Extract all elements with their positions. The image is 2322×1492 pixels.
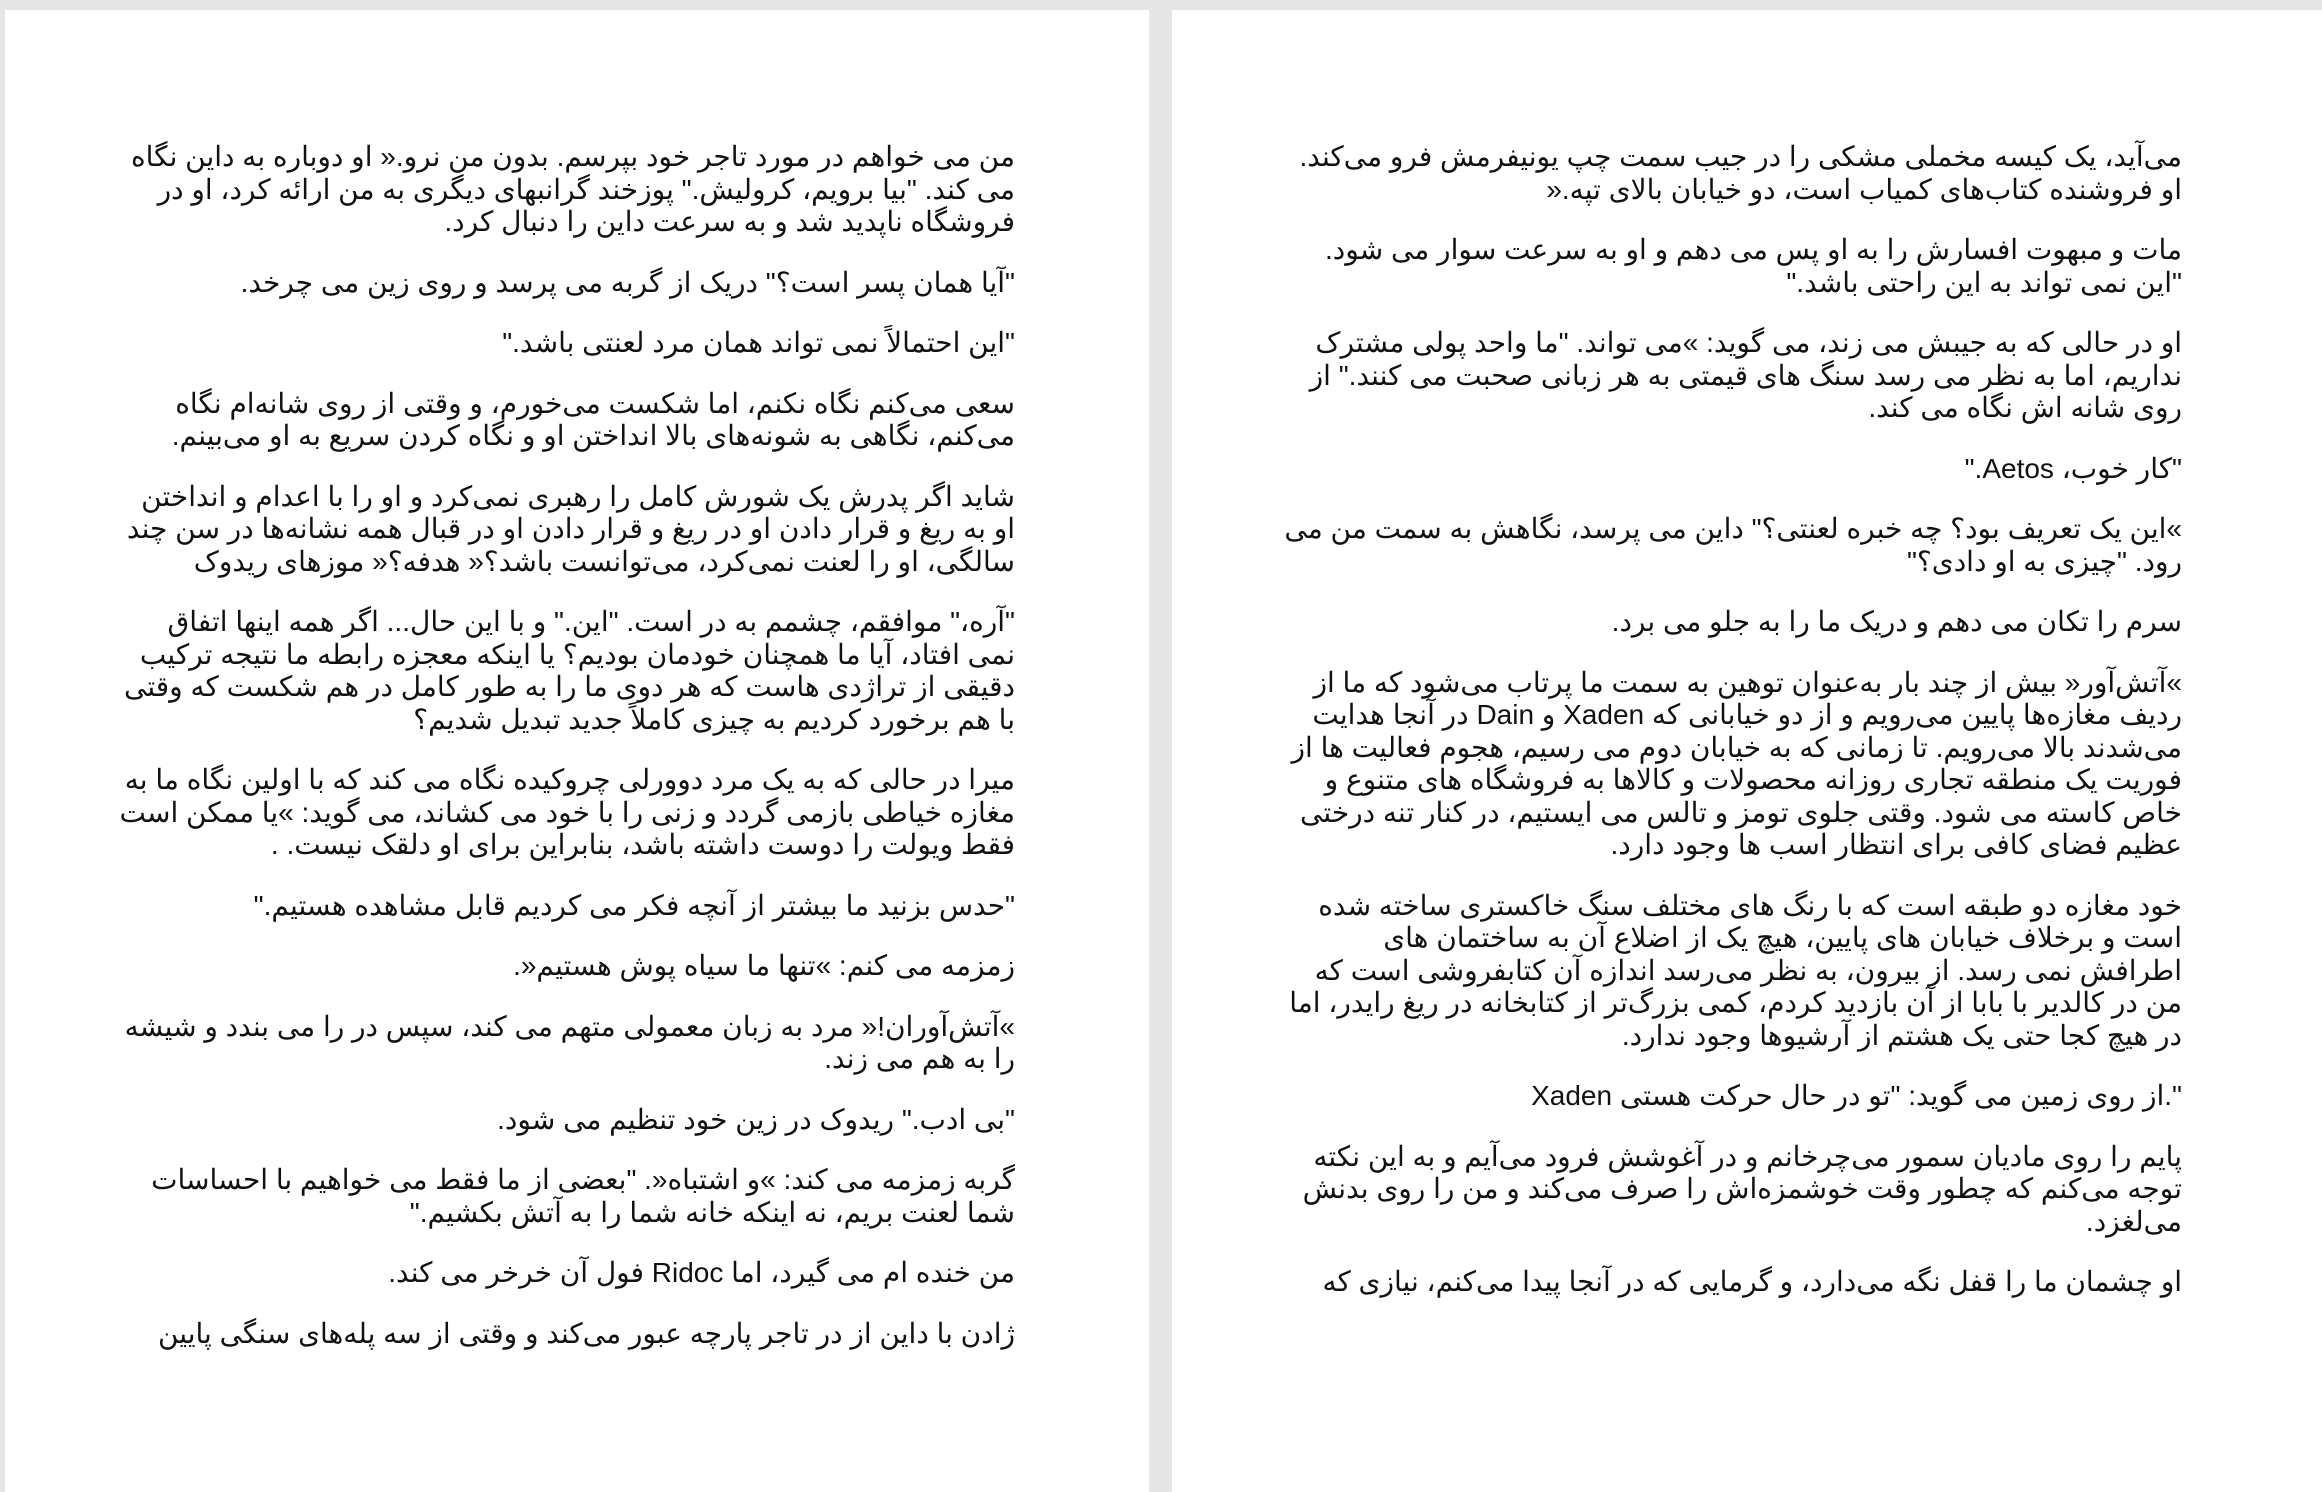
paragraph: مات و مبهوت افسارش را به او پس می دهم و او به سرعت سوار می شود. "این نمی تواند به این راحتی باشد." [1324, 234, 2182, 298]
paragraph: میرا در حالی که به یک مرد دوورلی چروکیده نگاه می کند که با اولین نگاه ما به مغازه خیاطی بازمی گردد و زنی را با خود می کشاند، می گوید: »یا ممکن است فقط ویولت را دوست داشته باشد، بنابراین برای او دلقک نیست. . [119, 764, 1015, 860]
paragraph: شاید اگر پدرش یک شورش کامل را رهبری نمی‌کرد و او را با اعدام و انداختن او به ریغ و قرار دادن او در ریغ و قرار دادن او در قبال همه نشانه‌ها در سن چند سالگی، او را لعنت نمی‌کرد، می‌توانست باشد؟« هدفه؟« موزهای ریدوک [126, 480, 1015, 577]
paragraph: خود مغازه دو طبقه است که با رنگ های مختلف سنگ خاکستری ساخته شده است و برخلاف خیابان های پایین، هیچ یک از اضلاع آن به ساختمان های اطرافش نمی رسد. از بیرون، به نظر می‌رسد اندازه آن کتابفروشی است که من در کالدیر با بابا از آن بازدید کردم، کمی بزرگ‌تر از کتابخانه در ریغ رایدر، اما در هیچ کجا حتی یک هشتم از آرشیوها وجود ندارد. [1289, 889, 2182, 1051]
paragraph: ژادن با داین از در تاجر پارچه عبور می‌کند و وقتی از سه پله‌های سنگی پایین [157, 1317, 1015, 1349]
paragraph: "کار خوب، Aetos." [1964, 452, 2182, 484]
paragraph: زمزمه می کنم: »تنها ما سیاه پوش هستیم«. [513, 950, 1015, 981]
paragraph: گربه زمزمه می کند: »و اشتباه«. "بعضی از ما فقط می خواهیم با احساسات شما لعنت بریم، نه اینکه خانه شما را به آتش بکشیم." [151, 1164, 1015, 1228]
right-page-text [1282, 141, 2182, 1327]
paragraph: "بی ادب." ریدوک در زین خود تنظیم می شود. [497, 1103, 1015, 1135]
paragraph: می‌آید، یک کیسه مخملی مشکی را در جیب سمت چپ یونیفرمش فرو می‌کند. او فروشنده کتاب‌های کمیاب است، دو خیابان بالای تپه.« [1299, 141, 2182, 205]
left-page [5, 10, 1149, 1492]
paragraph: Xaden از روی زمین می گوید: "تو در حال حرکت هستی." [1531, 1080, 2182, 1111]
paragraph: "آره،" موافقم، چشمم به در است. "این." و با این حال... اگر همه اینها اتفاق نمی افتاد، آیا ما همچنان خودمان بودیم؟ یا اینکه معجزه رابطه ما نتیجه ترکیب دقیقی از تراژدی هاست که هر دوی ما را به طور کامل در هم شکست که وقتی با هم برخورد کردیم به چیزی کاملاً جدید تبدیل شدیم؟ [123, 606, 1015, 735]
left-page-text [115, 141, 1015, 1378]
paragraph: »آتش‌آور« بیش از چند بار به‌عنوان توهین به سمت ما پرتاب می‌شود که ما از ردیف مغازه‌ها پایین می‌رویم و از دو خیابانی که Xaden و Dain در آنجا هدایت می‌شدند بالا می‌رویم. تا زمانی که به خیابان دوم می رسیم، هجوم فعالیت ها از فوریت یک منطقه تجاری روزانه محصولات و کالاها به فروشگاه های متنوع و خاص کاسته می شود. وقتی جلوی تومز و تالس می ایستیم، در کنار تنه درختی عظیم فضای کافی برای انتظار اسب ها وجود دارد. [1291, 666, 2182, 860]
paragraph: »این یک تعریف بود؟ چه خبره لعنتی؟" داین می پرسد، نگاهش به سمت من می رود. "چیزی به او دادی؟" [1284, 513, 2182, 577]
paragraph: او در حالی که به جیبش می زند، می گوید: »می تواند. "ما واحد پولی مشترک نداریم، اما به نظر می رسد سنگ های قیمتی به هر زبانی صحبت می کنند." از روی شانه اش نگاه می کند. [1309, 327, 2182, 423]
paragraph: پایم را روی مادیان سمور می‌چرخانم و در آغوشش فرود می‌آیم و به این نکته توجه می‌کنم که چطور وقت خوشمزه‌اش را صرف می‌کند و من را روی بدنش می‌لغزد. [1302, 1140, 2182, 1237]
paragraph: من می خواهم در مورد تاجر خود بپرسم. بدون من نرو.« او دوباره به داین نگاه می کند. "بیا برویم، کرولیش." پوزخند گرانبهای دیگری به من ارائه کرد، او در فروشگاه ناپدید شد و به سرعت داین را دنبال کرد. [130, 141, 1015, 237]
paragraph: "این احتمالاً نمی تواند همان مرد لعنتی باشد." [502, 327, 1015, 358]
paragraph: سرم را تکان می دهم و دریک ما را به جلو می برد. [1611, 606, 2182, 637]
paragraph: او چشمان ما را قفل نگه می‌دارد، و گرمایی که در آنجا پیدا می‌کنم، نیازی که [1322, 1266, 2182, 1297]
paragraph: سعی می‌کنم نگاه نکنم، اما شکست می‌خورم، و وقتی از روی شانه‌ام نگاه می‌کنم، نگاهی به شونه‌های بالا انداختن او و نگاه کردن سریع به او می‌بینم. [171, 387, 1015, 451]
paragraph: »آتش‌آوران!« مرد به زبان معمولی متهم می کند، سپس در را می بندد و شیشه را به هم می زند. [124, 1010, 1015, 1074]
paragraph: من خنده ام می گیرد، اما Ridoc فول آن خرخر می کند. [388, 1257, 1015, 1288]
paragraph: "حدس بزنید ما بیشتر از آنچه فکر می کردیم قابل مشاهده هستیم." [253, 889, 1015, 921]
right-page [1172, 10, 2322, 1492]
paragraph: "آیا همان پسر است؟" دریک از گربه می پرسد و روی زین می چرخد. [240, 266, 1015, 298]
